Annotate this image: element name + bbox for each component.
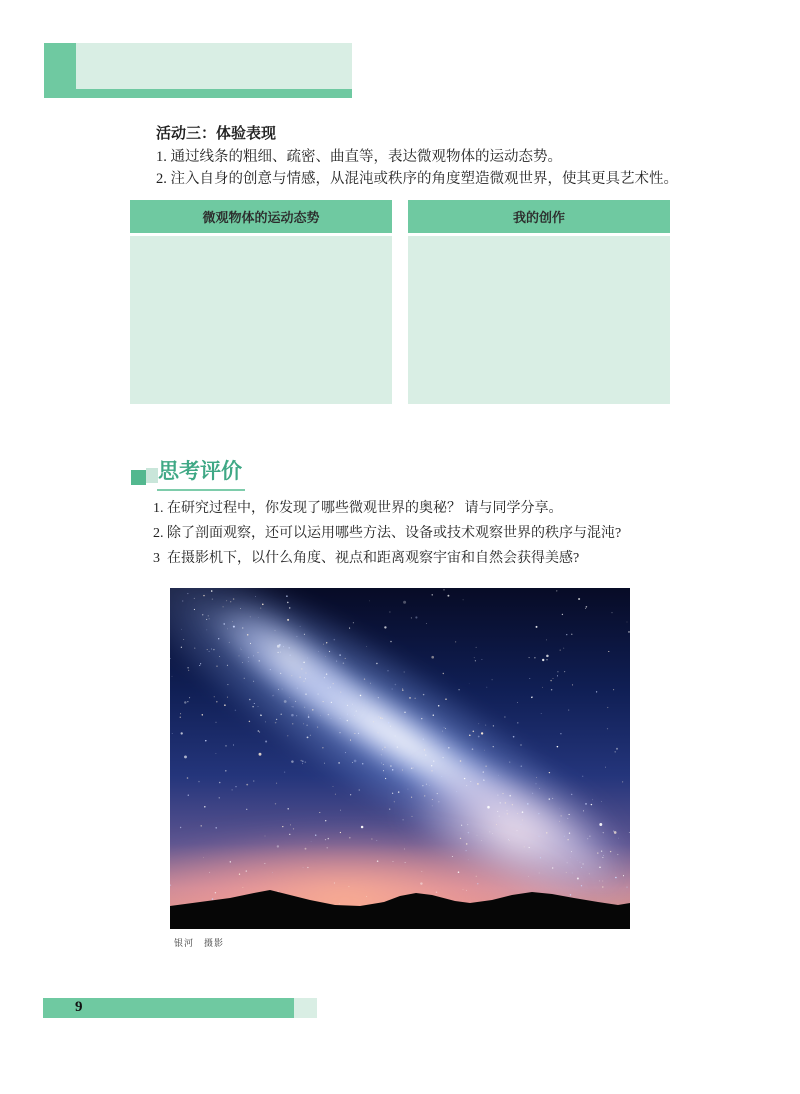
table-motion-trend <box>130 200 392 404</box>
banner-green-square <box>44 43 76 94</box>
milky-way-photo <box>170 588 630 929</box>
reflection-title: 思考评价 <box>157 455 245 491</box>
activity-item: 2. 注入自身的创意与情感，从混沌或秩序的角度塑造微观世界，使其更具艺术性。 <box>156 171 678 187</box>
table-body-blank <box>130 236 392 404</box>
reflection-list <box>153 496 773 571</box>
reflection-item: 1. 在研究过程中，你发现了哪些微观世界的奥秘？ 请与同学分享。 <box>153 501 563 516</box>
reflection-item: 2. 除了剖面观察，还可以运用哪些方法、设备或技术观察世界的秩序与混沌? <box>153 526 622 541</box>
banner-strip <box>44 89 352 98</box>
footer-bar-mint-tail <box>294 998 317 1018</box>
footer-bar <box>43 998 317 1018</box>
activity-tables <box>130 200 670 404</box>
banner-mint-block <box>76 43 352 89</box>
page-number: 9 <box>75 999 83 1015</box>
activity-item: 1. 通过线条的粗细、疏密、曲直等，表达微观物体的运动态势。 <box>156 149 562 165</box>
table-header: 我的创作 <box>408 200 670 233</box>
activity-title: 活动三：体验表现 <box>156 126 277 142</box>
table-my-creation <box>408 200 670 404</box>
table-header: 微观物体的运动态势 <box>130 200 392 233</box>
activity-section <box>156 122 756 190</box>
table-body-blank <box>408 236 670 404</box>
photo-caption: 银河 摄影 <box>174 938 225 948</box>
reflection-item: 3 在摄影机下，以什么角度、视点和距离观察宇宙和自然会获得美感? <box>153 551 580 566</box>
bullet-square-icon <box>131 470 146 485</box>
